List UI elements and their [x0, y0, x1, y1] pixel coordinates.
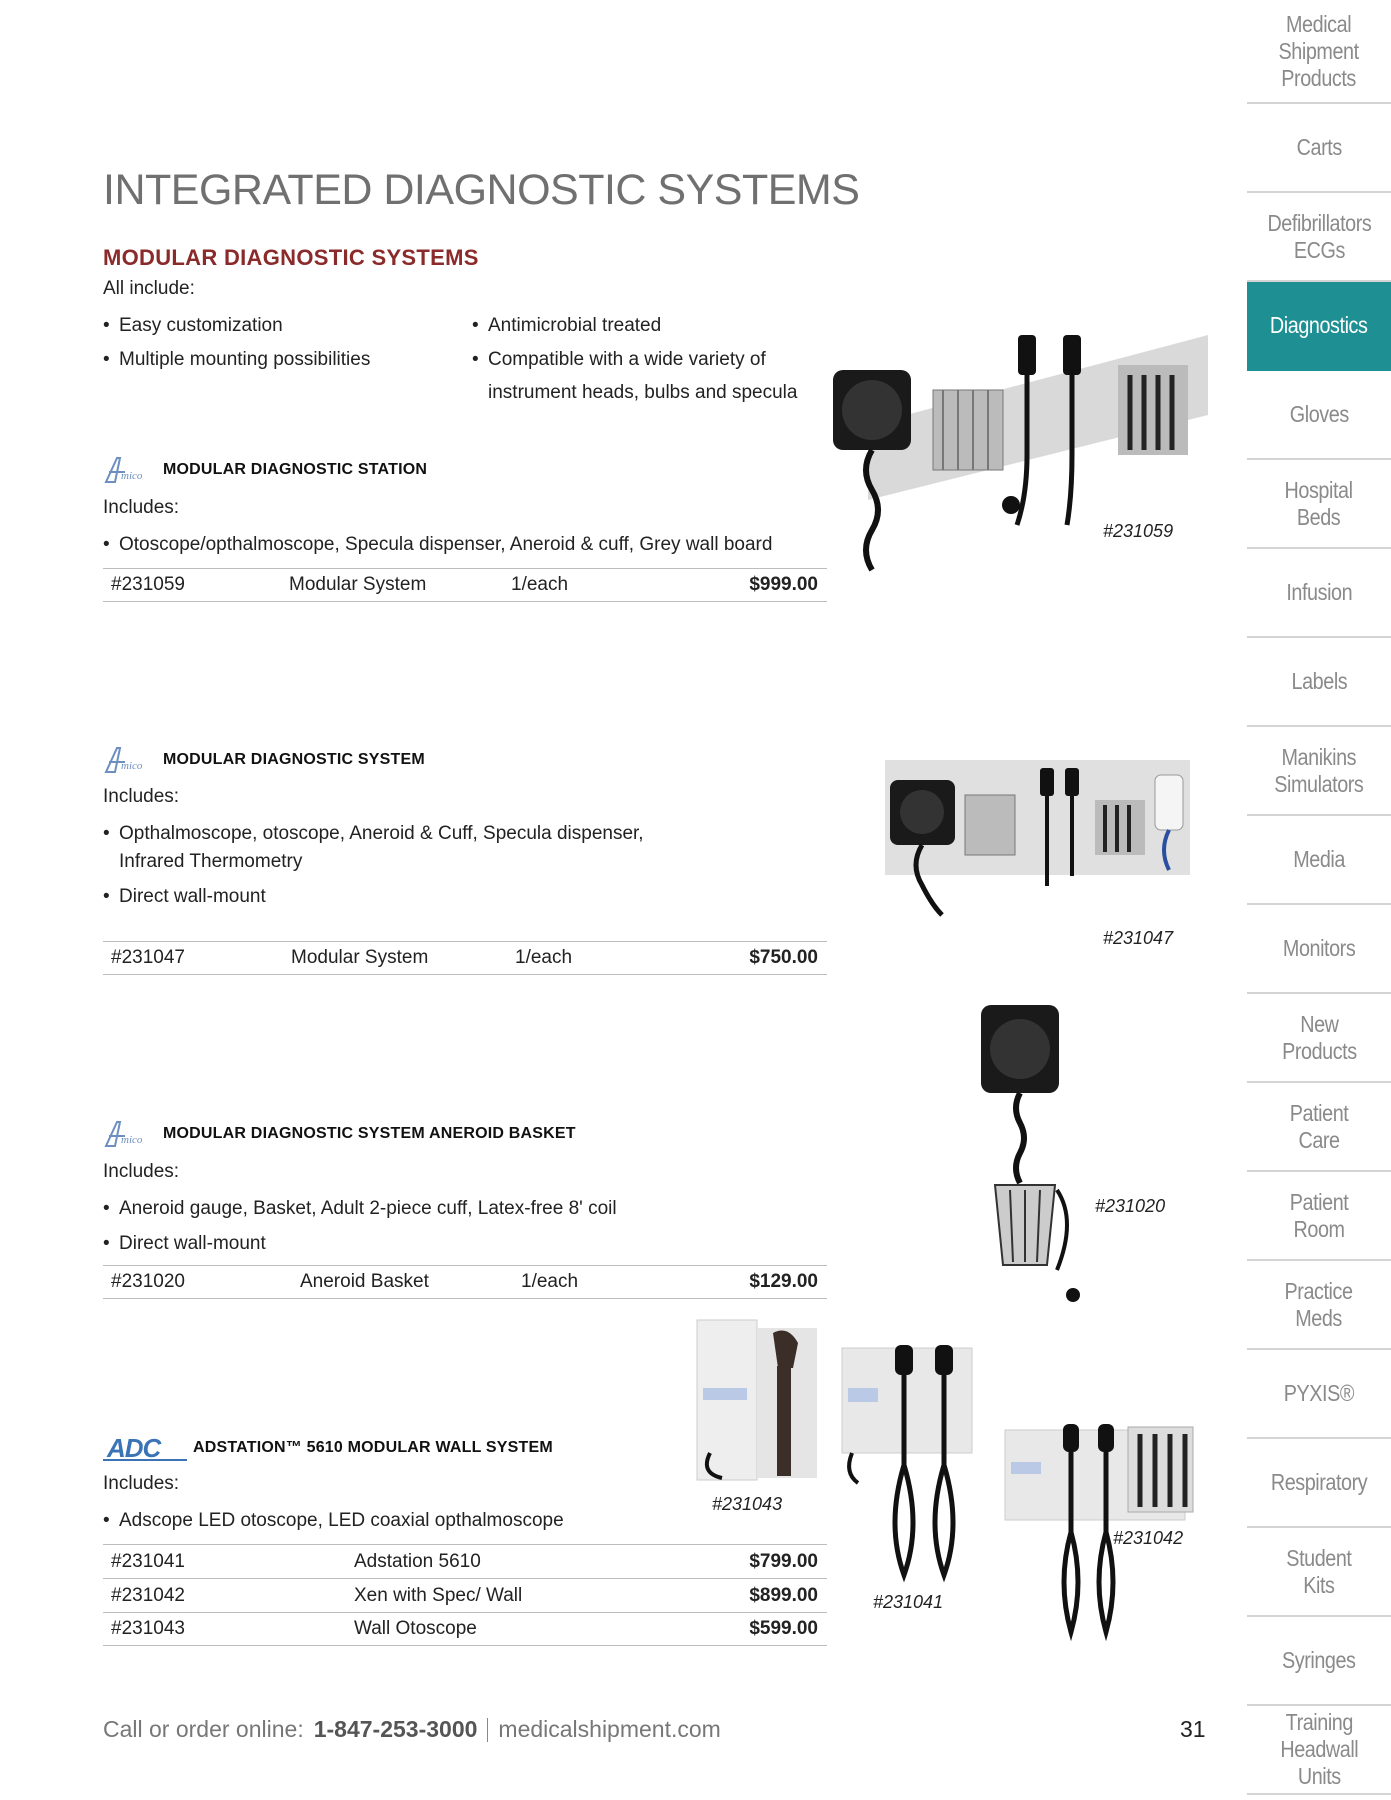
product-photo-231047: [885, 760, 1195, 930]
sidebar-item-label: Patient Room: [1289, 1188, 1349, 1242]
product-title: MODULAR DIAGNOSTIC STATION: [163, 461, 428, 478]
sku-cell: #231043: [111, 1618, 185, 1639]
include-item-continued: Infrared Thermometry: [119, 851, 303, 872]
footer-website-link[interactable]: medicalshipment.com: [498, 1716, 721, 1742]
photo-caption: #231042: [1113, 1528, 1184, 1548]
desc-cell: Aneroid Basket: [300, 1271, 429, 1292]
sidebar-item-syringes[interactable]: [1247, 1617, 1391, 1706]
photo-caption: #231041: [873, 1592, 944, 1612]
sidebar-item-patient-room[interactable]: [1247, 1172, 1391, 1261]
sidebar-item-training-headwall-units[interactable]: [1247, 1706, 1391, 1795]
product-table: [103, 941, 827, 975]
sidebar-item-carts[interactable]: [1247, 104, 1391, 193]
svg-text:mico: mico: [121, 470, 143, 482]
sidebar-item-label: Monitors: [1282, 935, 1356, 961]
sidebar-item-label: Defibrillators ECGs: [1267, 209, 1371, 263]
product-photo-231059: [828, 330, 1208, 585]
footer-prefix: Call or order online:: [103, 1716, 304, 1742]
svg-text:mico: mico: [121, 760, 143, 772]
price-cell: $750.00: [749, 947, 818, 968]
section-heading: MODULAR DIAGNOSTIC SYSTEMS: [103, 245, 479, 270]
feature-item: • Easy customization: [119, 309, 283, 342]
sidebar-item-label: Respiratory: [1270, 1469, 1368, 1495]
table-row: [103, 568, 827, 602]
sidebar-item-medical-shipment-products[interactable]: [1247, 0, 1391, 104]
sidebar-item-label: Carts: [1296, 134, 1342, 160]
price-cell: $599.00: [749, 1618, 818, 1639]
category-sidebar: [1247, 0, 1391, 1800]
sidebar-item-label: Infusion: [1286, 579, 1352, 605]
sku-cell: #231042: [111, 1584, 185, 1606]
include-item: • Direct wall-mount: [119, 1227, 266, 1260]
include-item: • Opthalmoscope, otoscope, Aneroid & Cuff, Specula dispenser,: [119, 817, 644, 850]
sidebar-item-label: Labels: [1291, 668, 1347, 694]
include-item: • Otoscope/opthalmoscope, Specula dispenser, Aneroid & cuff, Grey wall board: [119, 528, 772, 561]
sidebar-item-label: Training Headwall Units: [1280, 1709, 1358, 1789]
product-title: MODULAR DIAGNOSTIC SYSTEM: [163, 751, 425, 768]
sidebar-item-manikins-simulators[interactable]: [1247, 727, 1391, 816]
sku-cell: #231020: [111, 1271, 185, 1292]
price-cell: $999.00: [749, 574, 818, 595]
product-table: [103, 568, 827, 602]
table-row: [103, 1578, 827, 1612]
table-row: [103, 941, 827, 975]
sidebar-item-label: Medical Shipment Products: [1278, 10, 1360, 91]
include-item: • Direct wall-mount: [119, 880, 266, 913]
feature-item: • Antimicrobial treated: [488, 309, 661, 342]
unit-cell: 1/each: [511, 574, 569, 595]
product-title: MODULAR DIAGNOSTIC SYSTEM ANEROID BASKET: [163, 1125, 576, 1142]
includes-label: Includes:: [103, 786, 180, 807]
sidebar-item-label: Syringes: [1282, 1647, 1356, 1673]
table-row: [103, 1612, 827, 1646]
include-item: • Aneroid gauge, Basket, Adult 2-piece cuff, Latex-free 8' coil: [119, 1192, 617, 1225]
includes-label: Includes:: [103, 1161, 180, 1182]
sidebar-item-label: Patient Care: [1289, 1099, 1349, 1153]
sidebar-item-diagnostics[interactable]: [1247, 282, 1391, 371]
desc-cell: Modular System: [291, 947, 429, 968]
sidebar-item-label: Student Kits: [1286, 1544, 1352, 1598]
product-table: [103, 1544, 827, 1646]
sidebar-item-patient-care[interactable]: [1247, 1083, 1391, 1172]
page-number: 31: [1180, 1716, 1206, 1742]
sidebar-item-new-products[interactable]: [1247, 994, 1391, 1083]
footer: [103, 1716, 721, 1743]
photo-caption: #231020: [1095, 1196, 1166, 1216]
sidebar-item-label: Media: [1293, 846, 1345, 872]
desc-cell: Adstation 5610: [354, 1550, 481, 1572]
sidebar-item-student-kits[interactable]: [1247, 1528, 1391, 1617]
table-row: [103, 1265, 827, 1299]
sidebar-item-labels[interactable]: [1247, 638, 1391, 727]
product-photo-231020: [975, 1000, 1090, 1310]
includes-label: Includes:: [103, 497, 180, 518]
include-item: • Adscope LED otoscope, LED coaxial opthalmoscope: [119, 1504, 564, 1537]
product-title: ADSTATION™ 5610 MODULAR WALL SYSTEM: [193, 1439, 553, 1456]
photo-caption: #231047: [1103, 928, 1174, 948]
feature-item-continued: instrument heads, bulbs and specula: [488, 382, 798, 403]
price-cell: $129.00: [749, 1271, 818, 1292]
footer-divider: [487, 1718, 488, 1742]
product-photo-231043: [695, 1318, 820, 1483]
includes-label: Includes:: [103, 1473, 180, 1494]
sidebar-item-monitors[interactable]: [1247, 905, 1391, 994]
sku-cell: #231047: [111, 947, 185, 968]
page-title: INTEGRATED DIAGNOSTIC SYSTEMS: [103, 166, 860, 214]
product-heading: [103, 1119, 576, 1149]
adc-logo-icon: [103, 1434, 187, 1462]
sidebar-item-media[interactable]: [1247, 816, 1391, 905]
desc-cell: Xen with Spec/ Wall: [354, 1584, 523, 1606]
desc-cell: Modular System: [289, 574, 427, 595]
amico-logo-icon: [103, 1119, 157, 1149]
svg-text:ADC: ADC: [107, 1434, 161, 1462]
sidebar-item-practice-meds[interactable]: [1247, 1261, 1391, 1350]
amico-logo-icon: [103, 455, 157, 485]
sku-cell: #231059: [111, 574, 185, 595]
price-cell: $799.00: [749, 1550, 818, 1572]
sidebar-item-infusion[interactable]: [1247, 549, 1391, 638]
feature-item: • Compatible with a wide variety of: [488, 343, 766, 376]
product-table: [103, 1265, 827, 1299]
photo-caption: #231043: [712, 1494, 783, 1514]
sidebar-item-label: New Products: [1281, 1010, 1357, 1064]
sidebar-item-label: Hospital Beds: [1284, 476, 1354, 530]
intro-text: All include:: [103, 278, 195, 299]
sidebar-item-defibrillators-ecgs[interactable]: [1247, 193, 1391, 282]
product-photo-231041: [840, 1343, 975, 1593]
unit-cell: 1/each: [515, 947, 573, 968]
amico-logo-icon: [103, 745, 157, 775]
sidebar-item-hospital-beds[interactable]: [1247, 460, 1391, 549]
product-heading: [103, 1434, 553, 1462]
sidebar-item-respiratory[interactable]: [1247, 1439, 1391, 1528]
desc-cell: Wall Otoscope: [354, 1618, 477, 1639]
sidebar-item-pyxis[interactable]: [1247, 1350, 1391, 1439]
svg-text:mico: mico: [121, 1134, 143, 1146]
sidebar-item-label: Practice Meds: [1284, 1277, 1354, 1331]
sidebar-item-label: Manikins Simulators: [1274, 743, 1364, 797]
unit-cell: 1/each: [521, 1271, 579, 1292]
photo-caption: #231059: [1103, 521, 1174, 541]
feature-item: • Multiple mounting possibilities: [119, 343, 370, 376]
sku-cell: #231041: [111, 1550, 185, 1572]
product-heading: [103, 455, 427, 485]
sidebar-item-label: Gloves: [1289, 401, 1349, 427]
footer-phone[interactable]: 1-847-253-3000: [313, 1716, 478, 1742]
sidebar-item-label: Diagnostics: [1270, 312, 1368, 338]
sidebar-item-label: PYXIS®: [1283, 1380, 1355, 1406]
price-cell: $899.00: [749, 1584, 818, 1606]
product-heading: [103, 745, 425, 775]
sidebar-item-gloves[interactable]: [1247, 371, 1391, 460]
table-row: [103, 1544, 827, 1578]
